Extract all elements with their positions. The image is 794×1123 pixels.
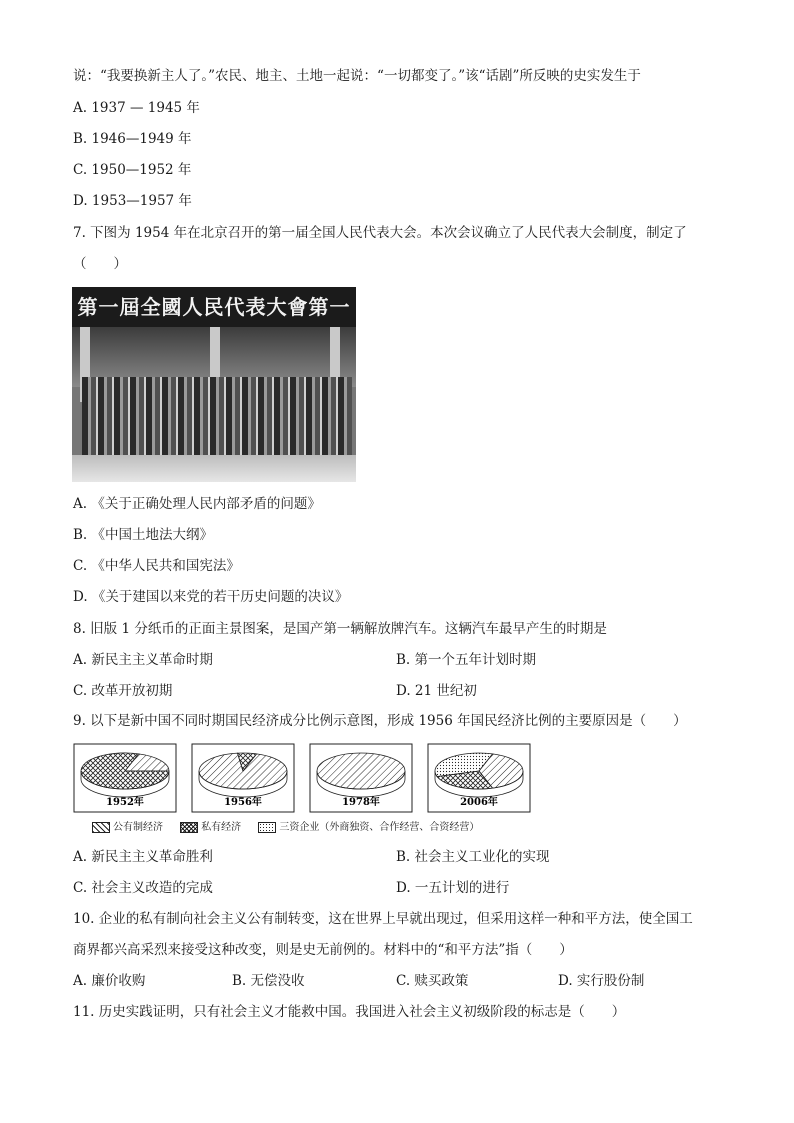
q9-stem: 9. 以下是新中国不同时期国民经济成分比例示意图，形成 1956 年国民经济比例的主要原因是（ ）	[73, 713, 687, 729]
photo-crowd	[82, 377, 352, 457]
q10-stem-line2: 商界都兴高采烈来接受这种改变，则是史无前例的。材料中的“和平方法”指（ ）	[73, 942, 573, 958]
q8-option-a[interactable]: A. 新民主主义革命时期	[73, 652, 213, 668]
q7-option-d[interactable]: D. 《关于建国以来党的若干历史问题的决议》	[73, 589, 349, 605]
pie-year-label-0: 1952年	[106, 797, 144, 808]
legend-item-three-capital: 三资企业（外商独资、合作经营、合资经营）	[258, 822, 479, 833]
q9-option-c[interactable]: C. 社会主义改造的完成	[73, 880, 213, 896]
q10-stem-line1: 10. 企业的私有制向社会主义公有制转变，这在世界上早就出现过，但采用这样一种和平方法，使全国工	[73, 911, 693, 927]
q7-option-c[interactable]: C. 《中华人民共和国宪法》	[73, 558, 240, 574]
q9-option-a[interactable]: A. 新民主主义革命胜利	[73, 849, 213, 865]
npc-1954-photo	[72, 287, 356, 482]
q6-stem-tail: 说：“我要换新主人了。”农民、地主、土地一起说：“一切都变了。”该“话剧”所反映的史实发生于	[73, 68, 641, 84]
q10-option-a[interactable]: A. 廉价收购	[73, 973, 146, 989]
q8-option-d[interactable]: D. 21 世纪初	[396, 683, 477, 699]
q7-answer-paren: （ ）	[73, 256, 127, 272]
photo-banner: 第一屆全國人民代表大會第一	[72, 287, 356, 327]
q6-option-a[interactable]: A. 1937 — 1945 年	[73, 100, 200, 116]
chart-legend	[92, 818, 493, 833]
pie-year-label-3: 2006年	[460, 797, 498, 808]
q6-option-c[interactable]: C. 1950—1952 年	[73, 162, 192, 178]
photo-ground	[72, 455, 356, 482]
q8-option-c[interactable]: C. 改革开放初期	[73, 683, 173, 699]
q6-option-b[interactable]: B. 1946—1949 年	[73, 131, 192, 147]
pie-year-label-2: 1978年	[342, 797, 380, 808]
q7-option-a[interactable]: A. 《关于正确处理人民内部矛盾的问题》	[73, 496, 321, 512]
q10-option-c[interactable]: C. 赎买政策	[396, 973, 469, 989]
q7-stem: 7. 下图为 1954 年在北京召开的第一届全国人民代表大会。本次会议确立了人民代表大会制度，制定了	[73, 225, 687, 241]
q8-option-b[interactable]: B. 第一个五年计划时期	[396, 652, 537, 668]
q8-stem: 8. 旧版 1 分纸币的正面主景图案，是国产第一辆解放牌汽车。这辆汽车最早产生的时期是	[73, 621, 607, 637]
q9-option-b[interactable]: B. 社会主义工业化的实现	[396, 849, 550, 865]
q6-option-d[interactable]: D. 1953—1957 年	[73, 193, 192, 209]
q9-option-d[interactable]: D. 一五计划的进行	[396, 880, 510, 896]
q10-option-b[interactable]: B. 无偿没收	[232, 973, 305, 989]
q7-option-b[interactable]: B. 《中国土地法大纲》	[73, 527, 214, 543]
legend-item-public: 公有制经济	[92, 822, 163, 833]
legend-item-private: 私有经济	[180, 822, 241, 833]
q11-stem: 11. 历史实践证明，只有社会主义才能救中国。我国进入社会主义初级阶段的标志是（ ）	[73, 1004, 626, 1020]
economy-pie-charts	[73, 743, 533, 813]
pie-slice-2-public	[317, 753, 405, 789]
pie-year-label-1: 1956年	[224, 797, 262, 808]
q10-option-d[interactable]: D. 实行股份制	[558, 973, 645, 989]
